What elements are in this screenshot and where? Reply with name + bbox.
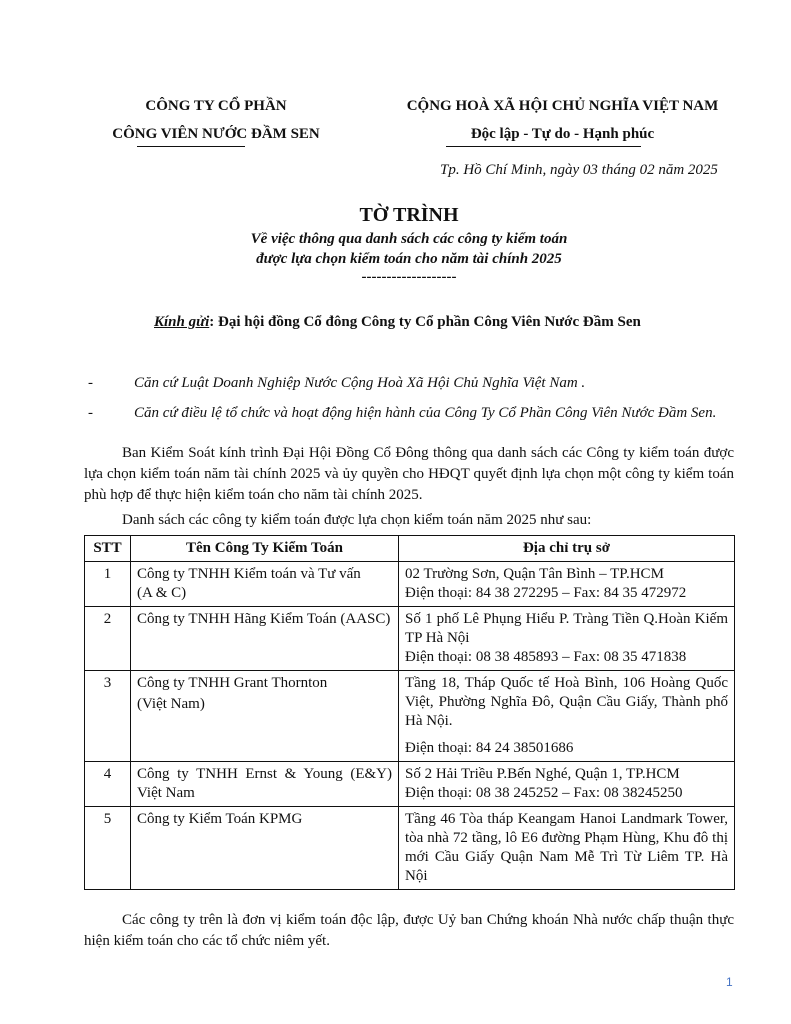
row-company-name [131,607,399,671]
basis-item-2: Căn cứ điều lệ tổ chức và hoạt động hiện hành của Công Ty Cổ Phần Công Viên Nước Đầm Sen. [134,405,717,421]
row-stt: 2 [85,607,131,671]
company-name-line1: CÔNG TY CỔ PHẦN [145,98,287,114]
row-address [399,671,735,762]
row-stt: 3 [85,671,131,762]
row-address [399,562,735,607]
phone-fax-line: Điện thoại: 08 38 245252 – Fax: 08 38245250 [405,785,683,801]
basis-bullet-2: - [88,405,93,421]
closing-paragraph: Các công ty trên là đơn vị kiểm toán độc lập, được Uỷ ban Chứng khoán Nhà nước chấp thuận thực hiện kiểm toán cho các tổ chức niêm yết. [84,912,734,949]
table-row [85,607,735,671]
page-number: 1 [726,975,733,989]
phone-fax-line: Điện thoại: 08 38 485893 – Fax: 08 35 471838 [405,649,687,665]
company-name-line: Công ty TNHH Kiểm toán và Tư vấn [137,566,361,582]
table-row [85,807,735,890]
company-underline [137,146,245,147]
address-line: Số 2 Hải Triều P.Bến Nghé, Quận 1, TP.HCM [405,766,680,782]
row-address [399,762,735,807]
table-header-row [85,536,735,562]
address-line: Tầng 46 Tòa tháp Keangam Hanoi Landmark Tower, tòa nhà 72 tầng, lô E6 đường Phạm Hùng, Khu đô thị mới Cầu Giấy Quận Nam Mễ Trì Từ Liêm TP. Hà Nội [405,811,728,884]
place-date: Tp. Hồ Chí Minh, ngày 03 tháng 02 năm 2025 [440,162,718,178]
row-company-name [131,671,399,762]
company-name-line: Công ty TNHH Grant Thornton [137,675,328,691]
table-row [85,671,735,762]
body-paragraph-1: Ban Kiểm Soát kính trình Đại Hội Đồng Cổ Đông thông qua danh sách các Công ty kiểm toán được lựa chọn kiểm toán năm tài chính 2025 và ủy quyền cho HĐQT quyết định lựa chọn một công ty kiểm toán phù hợp để thực hiện kiểm toán cho năm tài chính 2025. [84,445,734,503]
document-subtitle-line1: Về việc thông qua danh sách các công ty kiểm toán [250,231,568,247]
nation-name: CỘNG HOÀ XÃ HỘI CHỦ NGHĨA VIỆT NAM [406,98,719,114]
row-company-name [131,562,399,607]
company-name-line: Công ty TNHH Hãng Kiểm Toán (AASC) [137,611,391,627]
row-stt: 5 [85,807,131,890]
nation-motto: Độc lập - Tự do - Hạnh phúc [470,126,655,142]
phone-fax-line: Điện thoại: 84 38 272295 – Fax: 84 35 472972 [405,585,687,601]
phone-fax-line: Điện thoại: 84 24 38501686 [405,740,574,756]
header-company-name: Tên Công Ty Kiểm Toán [131,536,399,562]
auditor-table [84,535,735,890]
table-row [85,762,735,807]
document-subtitle-line2: được lựa chọn kiểm toán cho năm tài chính 2025 [256,251,562,267]
row-company-name [131,762,399,807]
document-title: TỜ TRÌNH [359,204,459,226]
motto-underline [446,146,641,147]
address-line: Số 1 phố Lê Phụng Hiểu P. Tràng Tiền Q.Hoàn Kiếm TP Hà Nội [405,611,728,646]
company-name-line: (A & C) [137,585,187,601]
header-stt: STT [85,536,131,562]
company-name-line: Công ty TNHH Ernst & Young (E&Y) Việt Nam [137,766,392,801]
address-line: 02 Trường Sơn, Quận Tân Bình – TP.HCM [405,566,664,582]
row-stt: 1 [85,562,131,607]
row-stt: 4 [85,762,131,807]
title-divider: ------------------- [361,269,457,285]
row-address [399,807,735,890]
recipient [154,312,641,332]
row-address [399,607,735,671]
body-paragraph-2: Danh sách các công ty kiểm toán được lựa chọn kiểm toán năm 2025 như sau: [122,512,592,528]
company-name-line: (Việt Nam) [137,696,205,712]
company-name-line: Công ty Kiểm Toán KPMG [137,811,303,827]
recipient-text: : Đại hội đồng Cổ đông Công ty Cổ phần Công Viên Nước Đầm Sen [209,314,641,330]
basis-item-1: Căn cứ Luật Doanh Nghiệp Nước Cộng Hoà Xã Hội Chủ Nghĩa Việt Nam . [134,375,586,391]
table-row [85,562,735,607]
recipient-label: Kính gửi [154,314,210,330]
company-name-line2: CÔNG VIÊN NƯỚC ĐẦM SEN [112,126,320,142]
basis-bullet-1: - [88,375,93,391]
row-company-name [131,807,399,890]
header-address: Địa chỉ trụ sở [399,536,735,562]
address-line: Tầng 18, Tháp Quốc tế Hoà Bình, 106 Hoàng Quốc Việt, Phường Nghĩa Đô, Quận Cầu Giấy, Thành phố Hà Nội. [405,675,728,729]
